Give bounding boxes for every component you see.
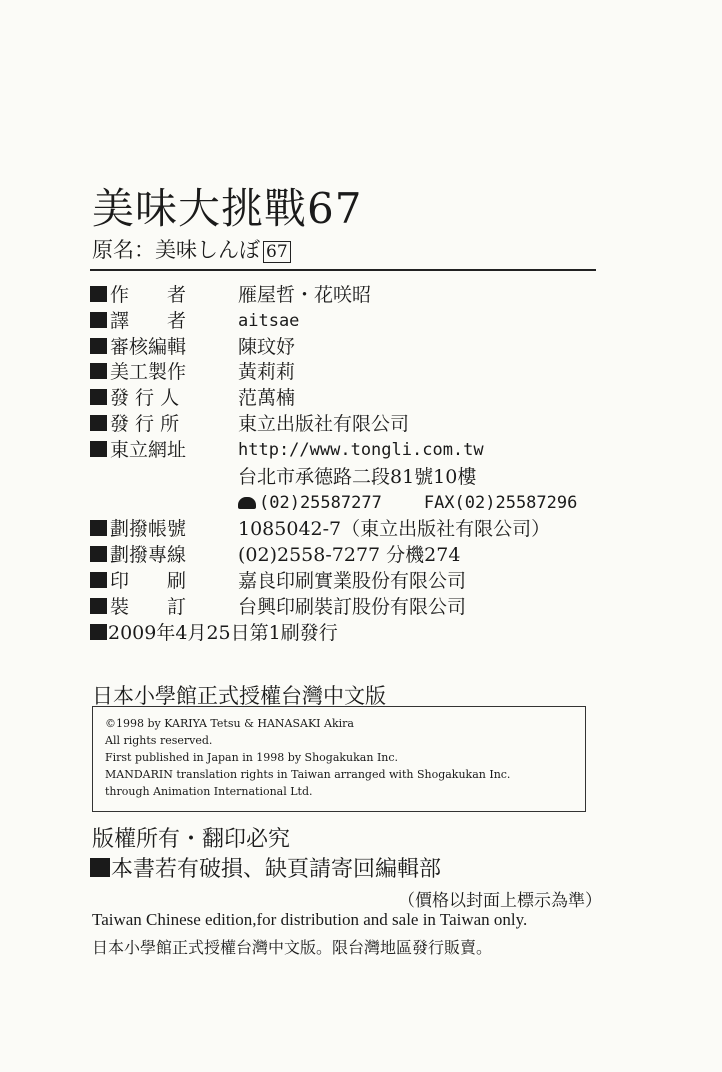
original-title-label: 原名：美味しんぼ bbox=[92, 238, 260, 262]
credit-label: 審核編輯 bbox=[110, 336, 187, 358]
credit-row-printing bbox=[90, 569, 467, 593]
credit-row-author bbox=[90, 283, 372, 307]
phone-number: (02)25587277 bbox=[259, 493, 382, 513]
bullet-square-icon bbox=[90, 572, 107, 588]
credit-value: 陳玟妤 bbox=[238, 336, 296, 358]
chinese-distribution-note: 日本小學館正式授權台灣中文版。限台灣地區發行販賣。 bbox=[92, 938, 493, 957]
english-distribution-note: Taiwan Chinese edition,for distribution and sale in Taiwan only. bbox=[92, 910, 528, 929]
bullet-square-icon bbox=[90, 415, 107, 431]
volume-number: 67 bbox=[263, 241, 291, 263]
credit-label: 裝 訂 bbox=[110, 596, 187, 618]
credit-label: 發 行 所 bbox=[110, 413, 180, 435]
credit-row-website bbox=[90, 438, 484, 462]
credit-value: 東立出版社有限公司 bbox=[238, 413, 410, 435]
bullet-square-icon bbox=[90, 312, 107, 328]
credit-row-account bbox=[90, 517, 551, 541]
bullet-square-icon bbox=[90, 546, 107, 562]
credit-label: 作 者 bbox=[110, 284, 187, 306]
credit-label: 譯 者 bbox=[110, 310, 187, 332]
credit-value: 范萬楠 bbox=[238, 387, 296, 409]
phone-icon bbox=[238, 497, 256, 509]
credit-label: 印 刷 bbox=[110, 570, 187, 592]
copyright-line: First published in Japan in 1998 by Shogakukan Inc. bbox=[105, 751, 399, 764]
bullet-square-icon bbox=[90, 389, 107, 405]
credit-row-binding bbox=[90, 595, 467, 619]
bullet-square-icon bbox=[90, 286, 107, 302]
credit-row-publishing-house bbox=[90, 412, 410, 436]
credit-label: 東立網址 bbox=[110, 439, 187, 461]
credit-value: aitsae bbox=[238, 311, 300, 331]
book-title: 美味大挑戰67 bbox=[92, 184, 363, 233]
credit-value: 黃莉莉 bbox=[238, 361, 296, 383]
bullet-square-icon bbox=[90, 858, 110, 877]
credit-value: 1085042-7（東立出版社有限公司） bbox=[238, 518, 551, 540]
credit-row-editor bbox=[90, 335, 296, 359]
credit-row-translator bbox=[90, 309, 300, 333]
copyright-line: MANDARIN translation rights in Taiwan arranged with Shogakukan Inc. bbox=[105, 768, 511, 781]
price-note: （價格以封面上標示為準） bbox=[398, 891, 602, 911]
damaged-notice bbox=[90, 852, 441, 883]
copyright-box bbox=[92, 706, 586, 812]
bullet-square-icon bbox=[90, 624, 107, 640]
website-url: http://www.tongli.com.tw bbox=[238, 440, 484, 460]
copyright-line: through Animation International Ltd. bbox=[105, 785, 313, 798]
bullet-square-icon bbox=[90, 520, 107, 536]
fax-number: FAX(02)25587296 bbox=[423, 493, 578, 513]
credit-row-publisher bbox=[90, 386, 296, 410]
credit-value: 嘉良印刷實業股份有限公司 bbox=[238, 570, 467, 592]
copyright-line: ©1998 by KARIYA Tetsu & HANASAKI Akira bbox=[105, 717, 354, 730]
credit-value: (02)2558-7277 分機274 bbox=[238, 544, 461, 566]
credit-row-art bbox=[90, 360, 296, 384]
bullet-square-icon bbox=[90, 441, 107, 457]
credit-value: 雁屋哲・花咲昭 bbox=[238, 284, 372, 306]
bullet-square-icon bbox=[90, 598, 107, 614]
bullet-square-icon bbox=[90, 363, 107, 379]
first-print-date bbox=[90, 621, 338, 645]
bullet-square-icon bbox=[90, 338, 107, 354]
copyright-line: All rights reserved. bbox=[105, 734, 213, 747]
credit-label: 劃撥帳號 bbox=[110, 518, 187, 540]
contact-numbers bbox=[238, 491, 577, 515]
original-title bbox=[92, 240, 291, 263]
damaged-notice-text: 本書若有破損、缺頁請寄回編輯部 bbox=[111, 857, 442, 882]
address: 台北市承德路二段81號10樓 bbox=[238, 466, 477, 488]
first-print-text: 2009年4月25日第1刷發行 bbox=[108, 622, 338, 644]
credit-label: 發 行 人 bbox=[110, 387, 180, 409]
credit-row-hotline bbox=[90, 543, 461, 567]
title-divider bbox=[90, 269, 596, 271]
credit-label: 美工製作 bbox=[110, 361, 187, 383]
rights-notice: 版權所有・翻印必究 bbox=[92, 827, 291, 852]
authorization-heading: 日本小學館正式授權台灣中文版 bbox=[92, 684, 386, 708]
credit-label: 劃撥專線 bbox=[110, 544, 187, 566]
credit-value: 台興印刷裝訂股份有限公司 bbox=[238, 596, 467, 618]
